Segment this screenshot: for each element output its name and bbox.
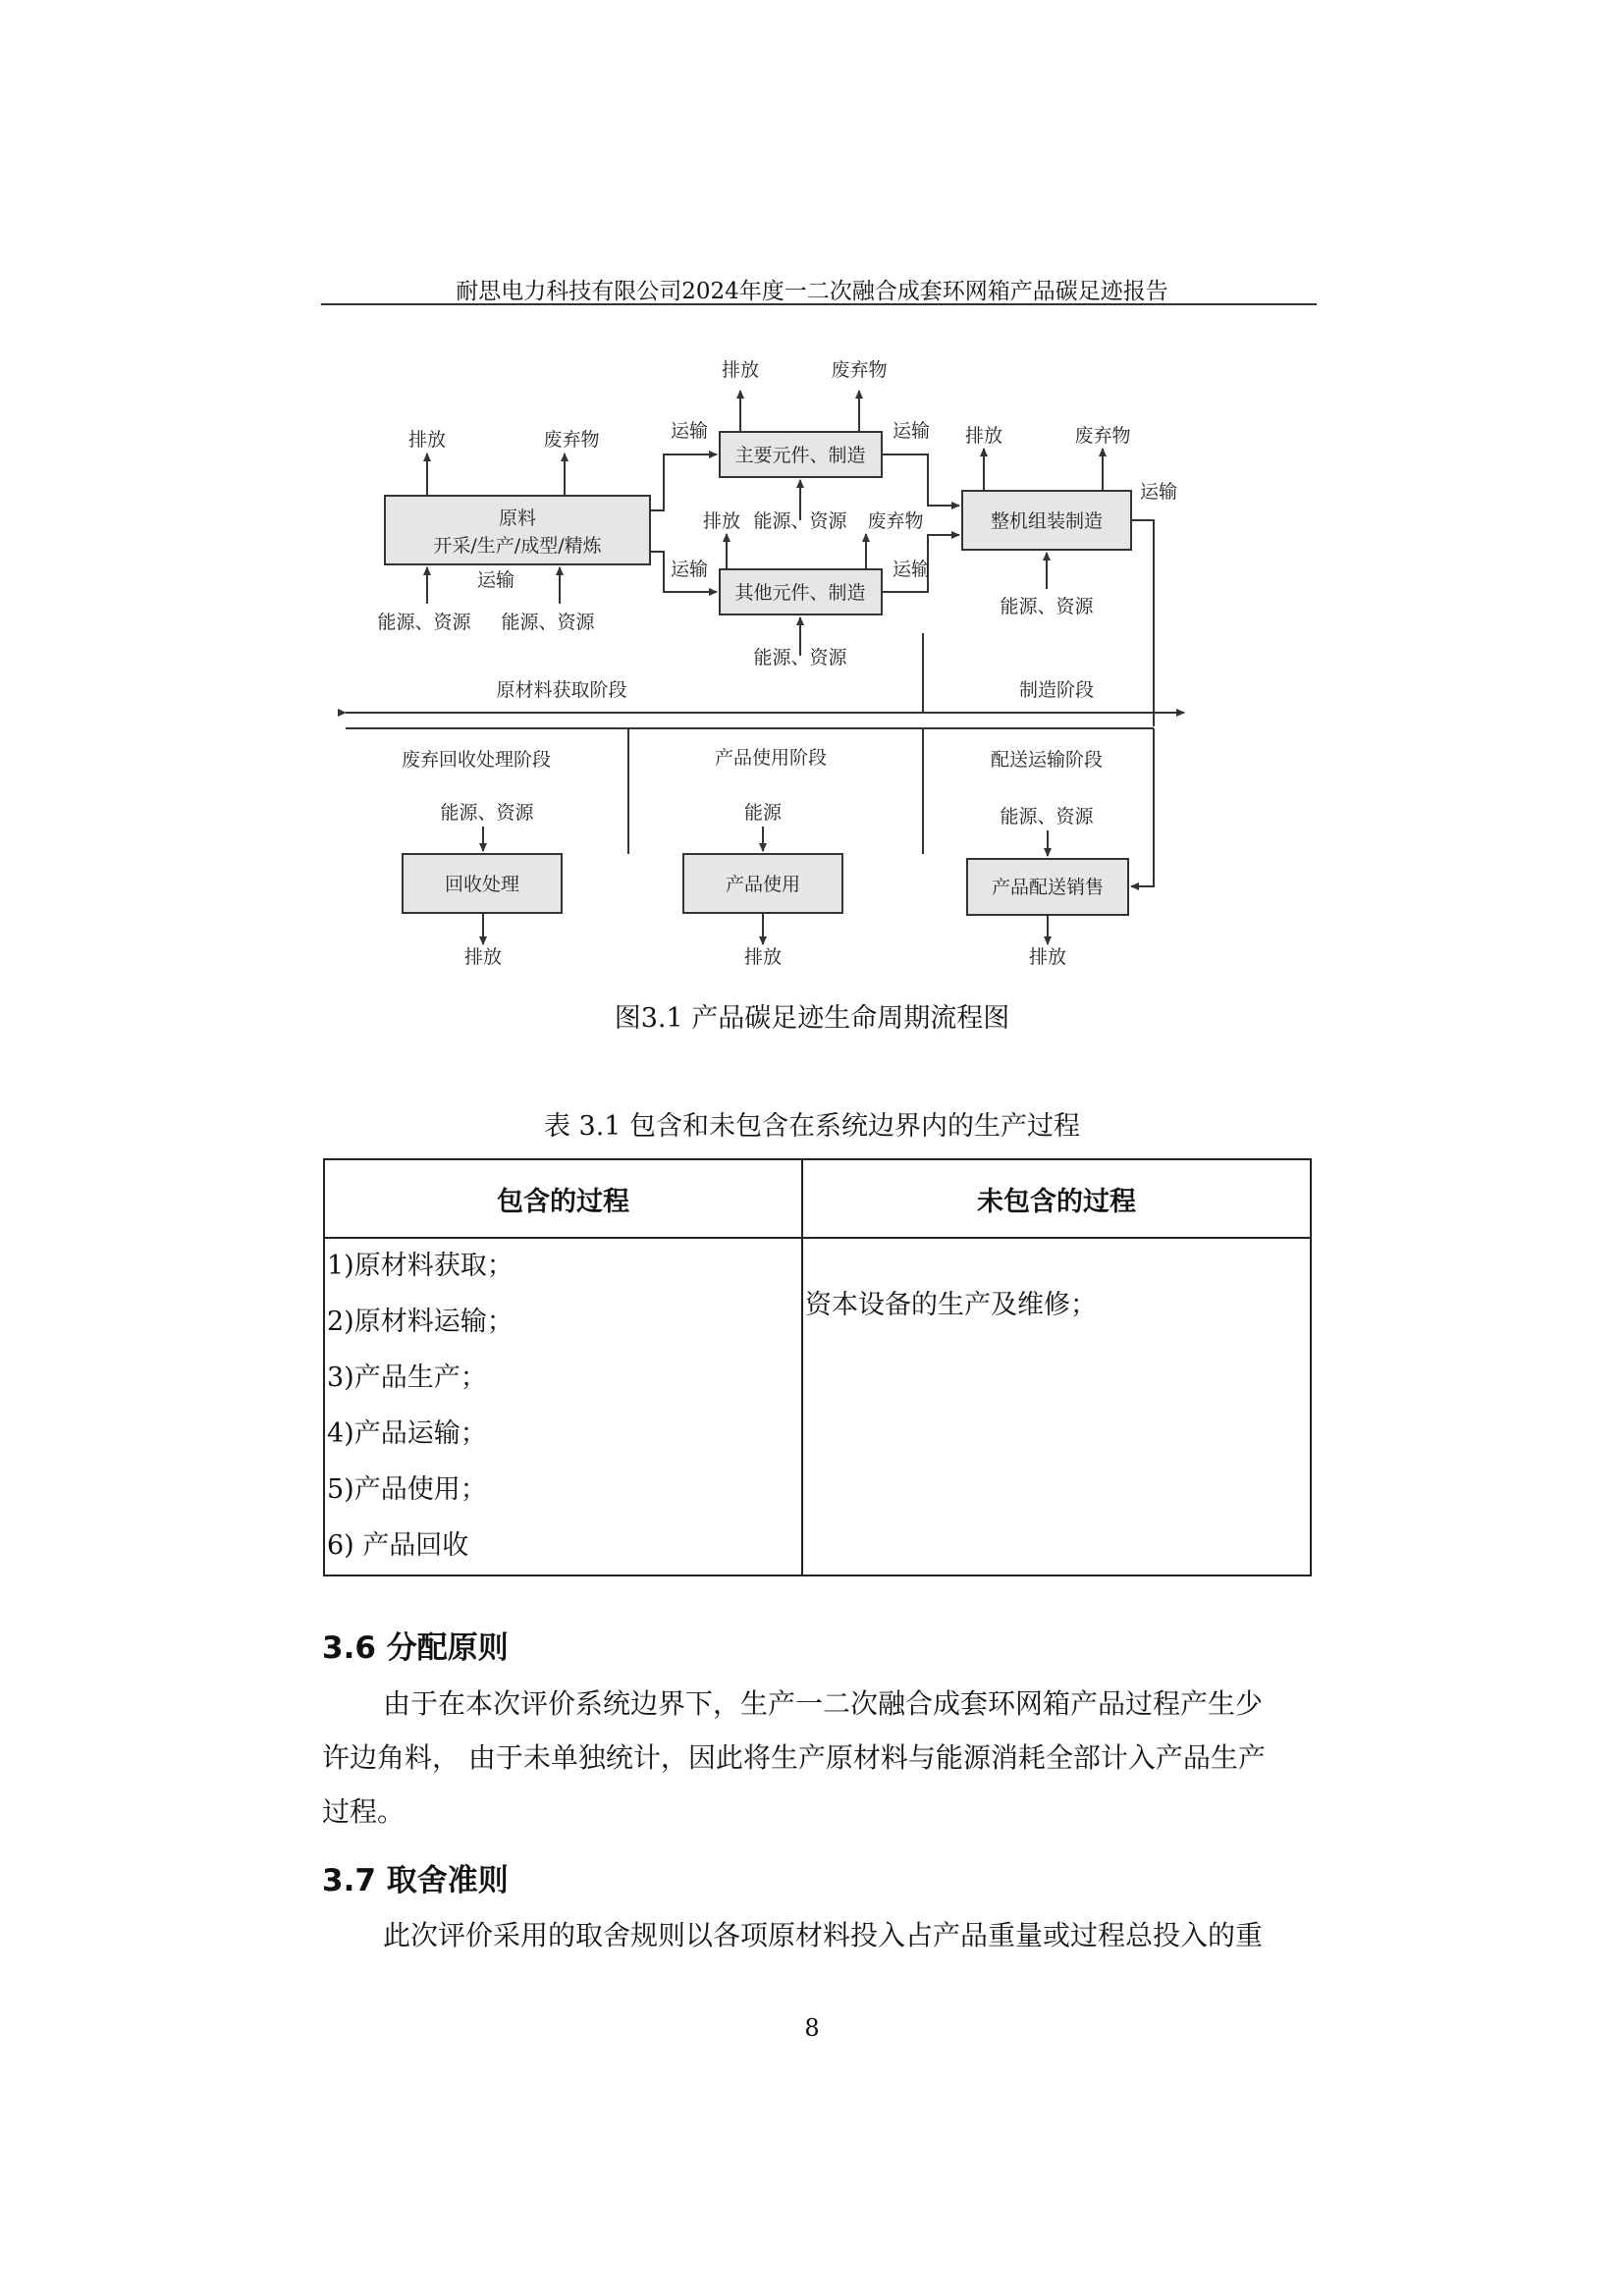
transport-label: 运输 [670, 559, 709, 580]
energy-resource-label: 能源、资源 [440, 802, 534, 824]
included-item: 4)产品运输； [327, 1418, 487, 1449]
section-heading-allocation: 3.6 分配原则 [322, 1630, 509, 1666]
page-number: 8 [804, 2014, 820, 2042]
included-item: 2)原材料运输； [327, 1307, 514, 1337]
process-table [323, 1158, 1312, 1576]
paragraph-line: 此次评价采用的取舍规则以各项原材料投入占产品重量或过程总投入的重 [383, 1919, 1264, 1951]
recycle-label: 回收处理 [444, 874, 520, 895]
included-item: 6) 产品回收 [327, 1530, 469, 1561]
assembly-out-line [1131, 520, 1154, 726]
waste-label: 废弃物 [1074, 425, 1131, 447]
emission-label: 排放 [721, 359, 760, 381]
transport-label: 运输 [670, 420, 709, 442]
paragraph-line: 过程。 [322, 1795, 406, 1828]
use-label: 产品使用 [725, 874, 801, 895]
delivery-label: 产品配送销售 [991, 877, 1105, 898]
paragraph-line: 由于在本次评价系统边界下，生产一二次融合成套环网箱产品过程产生少 [383, 1687, 1264, 1720]
stage-raw-label: 原材料获取阶段 [496, 679, 627, 701]
emission-label: 排放 [1028, 946, 1067, 968]
lifecycle-flow-diagram [334, 344, 1198, 982]
energy-label: 能源 [743, 802, 783, 824]
paragraph-line: 许边角料， 由于未单独统计，因此将生产原材料与能源消耗全部计入产品生产 [322, 1741, 1266, 1774]
included-cell [324, 1238, 802, 1575]
table-header-included: 包含的过程 [324, 1159, 802, 1238]
emission-label: 排放 [702, 510, 741, 532]
table-caption: 表 3.1 包含和未包含在系统边界内的生产过程 [543, 1111, 1081, 1142]
emission-label: 排放 [407, 429, 447, 451]
waste-label: 废弃物 [543, 429, 600, 451]
energy-resource-label: 能源、资源 [753, 510, 847, 532]
transport-label: 运输 [892, 420, 931, 442]
cutoff-paragraph [322, 1908, 1314, 1962]
energy-resource-label: 能源、资源 [501, 612, 595, 633]
included-item: 1)原材料获取； [327, 1251, 514, 1281]
stage-manufacture-label: 制造阶段 [1018, 679, 1095, 701]
waste-label: 废弃物 [831, 359, 888, 381]
energy-resource-label: 能源、资源 [377, 612, 471, 633]
main-parts-label: 主要元件、制造 [734, 445, 866, 466]
emission-label: 排放 [964, 425, 1003, 447]
allocation-paragraph [322, 1677, 1314, 1839]
raw-box-line2: 开采/生产/成型/精炼 [433, 535, 602, 557]
included-item: 3)产品生产； [327, 1362, 487, 1393]
figure-caption: 图3.1 产品碳足迹生命周期流程图 [614, 1003, 1010, 1034]
energy-resource-label: 能源、资源 [1000, 596, 1094, 617]
included-item: 5)产品使用； [327, 1474, 487, 1505]
energy-resource-label: 能源、资源 [753, 647, 847, 668]
emission-label: 排放 [743, 946, 783, 968]
table-header-excluded: 未包含的过程 [802, 1159, 1311, 1238]
stage-use-label: 产品使用阶段 [714, 747, 828, 769]
transport-label: 运输 [892, 559, 931, 580]
energy-resource-label: 能源、资源 [1000, 806, 1094, 828]
assembly-label: 整机组装制造 [990, 510, 1104, 532]
emission-label: 排放 [463, 946, 503, 968]
page-header: 耐思电力科技有限公司2024年度一二次融合成套环网箱产品碳足迹报告 [456, 279, 1168, 304]
transport-label: 运输 [476, 569, 515, 591]
waste-label: 废弃物 [867, 510, 924, 532]
raw-box-line1: 原料 [498, 507, 537, 529]
transport-label: 运输 [1139, 481, 1178, 503]
other-parts-label: 其他元件、制造 [734, 582, 866, 604]
header-rule [321, 303, 1317, 305]
stage-delivery-label: 配送运输阶段 [990, 749, 1104, 771]
excluded-cell [802, 1238, 1311, 1575]
stage-recycle-label: 废弃回收处理阶段 [401, 749, 552, 771]
excluded-item: 资本设备的生产及维修； [805, 1290, 1097, 1320]
section-heading-cutoff: 3.7 取舍准则 [322, 1863, 509, 1898]
